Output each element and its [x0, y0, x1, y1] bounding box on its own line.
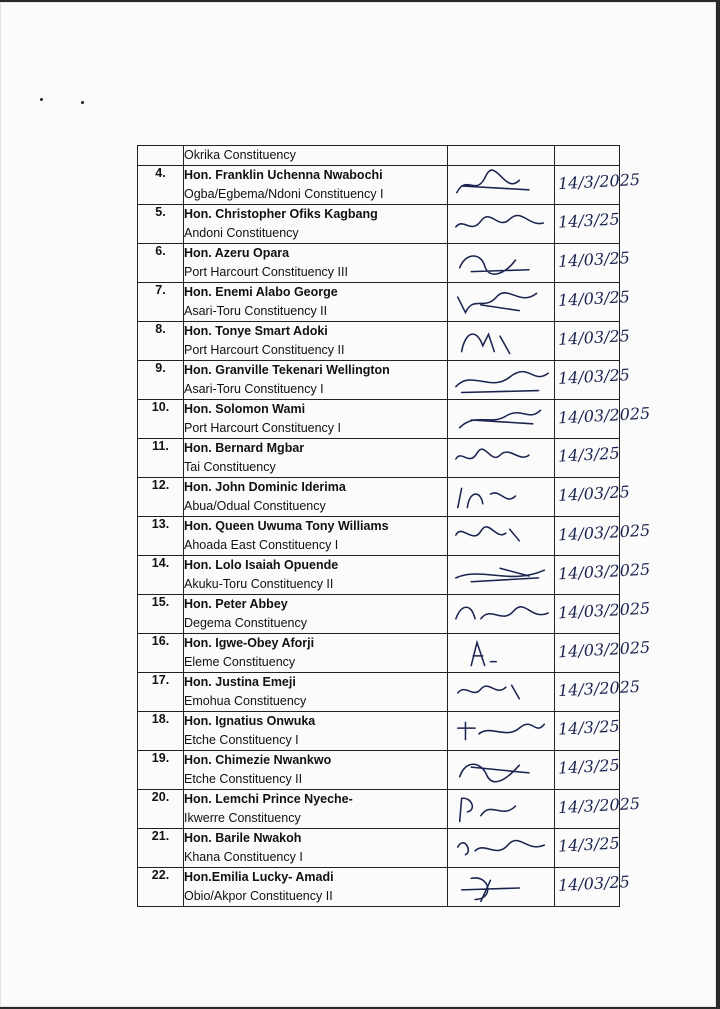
- handwritten-date: 14/3/25: [557, 209, 621, 232]
- signature-cell: [448, 400, 555, 439]
- name-cell: [184, 751, 448, 790]
- row-number: 15.: [138, 595, 184, 634]
- signature-cell: [448, 244, 555, 283]
- handwritten-date: 14/3/2025: [557, 793, 641, 818]
- handwritten-signature: [452, 441, 552, 475]
- date-cell: [555, 829, 620, 868]
- name-cell: [184, 595, 448, 634]
- handwritten-date: 14/03/2025: [557, 520, 651, 545]
- row-number: 11.: [138, 439, 184, 478]
- constituency-text: Obio/Akpor Constituency II: [184, 889, 333, 903]
- name-cell: [184, 868, 448, 907]
- constituency-text: Asari-Toru Constituency I: [184, 382, 324, 396]
- member-name: Hon. Solomon Wami: [184, 402, 306, 416]
- row-number: 8.: [138, 322, 184, 361]
- row-number: 13.: [138, 517, 184, 556]
- signature-cell: [448, 634, 555, 673]
- member-name: Hon.Emilia Lucky- Amadi: [184, 870, 334, 884]
- speck-mark: [40, 98, 43, 101]
- handwritten-date: 14/3/25: [557, 716, 621, 739]
- date-cell: [555, 868, 631, 907]
- name-cell: [184, 166, 448, 205]
- handwritten-date: 14/03/2025: [557, 637, 651, 662]
- table-row: [138, 166, 620, 205]
- name-cell: [184, 673, 448, 712]
- member-name: Hon. Chimezie Nwankwo: [184, 753, 332, 767]
- handwritten-signature: [452, 285, 552, 319]
- name-cell: [184, 790, 448, 829]
- handwritten-date: 14/03/2025: [557, 559, 651, 584]
- member-name: Hon. Queen Uwuma Tony Williams: [184, 519, 389, 533]
- constituency-text: Ahoada East Constituency I: [184, 538, 339, 552]
- constituency-text: Ikwerre Constituency: [184, 811, 301, 825]
- member-name: Hon. John Dominic Iderima: [184, 480, 346, 494]
- member-name: Hon. Ignatius Onwuka: [184, 714, 316, 728]
- date-cell: [555, 712, 620, 751]
- constituency-text: Andoni Constituency: [184, 226, 299, 240]
- date-cell: [555, 751, 620, 790]
- handwritten-signature: [452, 246, 552, 280]
- signature-cell: [448, 712, 555, 751]
- signature-cell: [448, 595, 555, 634]
- constituency-text: Abua/Odual Constituency: [184, 499, 326, 513]
- name-cell: [184, 517, 448, 556]
- date-cell: [555, 634, 651, 673]
- handwritten-date: 14/03/25: [557, 326, 631, 349]
- date-cell: [555, 205, 620, 244]
- table-row: [138, 478, 620, 517]
- member-name: Hon. Enemi Alabo George: [184, 285, 338, 299]
- signature-cell: [448, 361, 555, 400]
- row-number: 17.: [138, 673, 184, 712]
- handwritten-signature: [452, 168, 552, 202]
- handwritten-signature: [452, 753, 552, 787]
- constituency-text: Okrika Constituency: [184, 148, 296, 162]
- name-cell: [184, 556, 448, 595]
- handwritten-signature: [452, 636, 552, 670]
- member-name: Hon. Christopher Ofiks Kagbang: [184, 207, 378, 221]
- row-number: 6.: [138, 244, 184, 283]
- constituency-text: Port Harcourt Constituency I: [184, 421, 342, 435]
- row-number: 4.: [138, 166, 184, 205]
- member-name: Hon. Granville Tekenari Wellington: [184, 363, 390, 377]
- constituency-text: Ogba/Egbema/Ndoni Constituency I: [184, 187, 384, 201]
- handwritten-date: 14/3/2025: [557, 169, 641, 194]
- handwritten-signature: [452, 519, 552, 553]
- table-row: [138, 673, 620, 712]
- handwritten-signature: [452, 597, 552, 631]
- constituency-text: Emohua Constituency: [184, 694, 307, 708]
- handwritten-signature: [452, 207, 552, 241]
- signature-cell: [448, 322, 555, 361]
- table-row: [138, 829, 620, 868]
- row-number: [138, 146, 184, 166]
- constituency-text: Khana Constituency I: [184, 850, 303, 864]
- name-cell: [184, 478, 448, 517]
- table-row: [138, 146, 620, 166]
- constituency-text: Port Harcourt Constituency III: [184, 265, 348, 279]
- date-cell: [555, 244, 631, 283]
- member-name: Hon. Peter Abbey: [184, 597, 288, 611]
- signature-cell: [448, 751, 555, 790]
- table-row: [138, 595, 620, 634]
- handwritten-signature: [452, 363, 552, 397]
- date-cell: [555, 673, 641, 712]
- table-row: [138, 322, 620, 361]
- signature-table: [137, 145, 651, 907]
- name-cell: [184, 205, 448, 244]
- signature-cell: [448, 673, 555, 712]
- signature-cell: [448, 478, 555, 517]
- table-row: [138, 868, 620, 907]
- signature-cell: [448, 439, 555, 478]
- date-cell: [555, 595, 651, 634]
- handwritten-date: 14/03/25: [557, 287, 631, 310]
- row-number: 16.: [138, 634, 184, 673]
- member-name: Hon. Franklin Uchenna Nwabochi: [184, 168, 383, 182]
- name-cell: [184, 146, 448, 166]
- row-number: 19.: [138, 751, 184, 790]
- constituency-text: Degema Constituency: [184, 616, 307, 630]
- name-cell: [184, 361, 448, 400]
- member-name: Hon. Barile Nwakoh: [184, 831, 302, 845]
- date-cell: [555, 322, 631, 361]
- name-cell: [184, 634, 448, 673]
- table-row: [138, 283, 620, 322]
- row-number: 9.: [138, 361, 184, 400]
- name-cell: [184, 439, 448, 478]
- handwritten-signature: [452, 480, 552, 514]
- table-row: [138, 244, 620, 283]
- date-cell: [555, 146, 620, 166]
- signature-cell: [448, 829, 555, 868]
- handwritten-date: 14/03/25: [557, 248, 631, 271]
- handwritten-signature: [452, 675, 552, 709]
- constituency-text: Port Harcourt Constituency II: [184, 343, 345, 357]
- name-cell: [184, 829, 448, 868]
- handwritten-date: 14/3/25: [557, 833, 621, 856]
- handwritten-signature: [452, 558, 552, 592]
- handwritten-signature: [452, 831, 552, 865]
- table-row: [138, 634, 620, 673]
- table-row: [138, 556, 620, 595]
- handwritten-date: 14/03/2025: [557, 598, 651, 623]
- constituency-text: Etche Constituency I: [184, 733, 299, 747]
- row-number: 12.: [138, 478, 184, 517]
- handwritten-signature: [452, 324, 552, 358]
- name-cell: [184, 322, 448, 361]
- signature-cell: [448, 556, 555, 595]
- signature-cell: [448, 205, 555, 244]
- handwritten-date: 14/3/2025: [557, 676, 641, 701]
- member-name: Hon. Azeru Opara: [184, 246, 290, 260]
- handwritten-signature: [452, 870, 552, 904]
- row-number: 7.: [138, 283, 184, 322]
- member-name: Hon. Lolo Isaiah Opuende: [184, 558, 339, 572]
- handwritten-date: 14/03/25: [557, 365, 631, 388]
- date-cell: [555, 361, 631, 400]
- name-cell: [184, 244, 448, 283]
- member-name: Hon. Bernard Mgbar: [184, 441, 305, 455]
- name-cell: [184, 712, 448, 751]
- member-name: Hon. Igwe-Obey Aforji: [184, 636, 315, 650]
- row-number: 22.: [138, 868, 184, 907]
- date-cell: [555, 439, 620, 478]
- row-number: 10.: [138, 400, 184, 439]
- table-row: [138, 361, 620, 400]
- handwritten-date: 14/03/25: [557, 482, 631, 505]
- date-cell: [555, 478, 631, 517]
- date-cell: [555, 166, 641, 205]
- table-row: [138, 439, 620, 478]
- constituency-text: Asari-Toru Constituency II: [184, 304, 328, 318]
- member-name: Hon. Tonye Smart Adoki: [184, 324, 328, 338]
- date-cell: [555, 283, 631, 322]
- row-number: 20.: [138, 790, 184, 829]
- handwritten-date: 14/3/25: [557, 755, 621, 778]
- handwritten-date: 14/03/2025: [557, 403, 651, 428]
- row-number: 21.: [138, 829, 184, 868]
- handwritten-signature: [452, 792, 552, 826]
- signature-cell: [448, 166, 555, 205]
- member-name: Hon. Justina Emeji: [184, 675, 296, 689]
- table-row: [138, 712, 620, 751]
- date-cell: [555, 790, 641, 829]
- document-page: [0, 2, 716, 1007]
- date-cell: [555, 556, 651, 595]
- row-number: 5.: [138, 205, 184, 244]
- signature-cell: [448, 146, 555, 166]
- date-cell: [555, 400, 651, 439]
- handwritten-signature: [452, 714, 552, 748]
- signature-cell: [448, 283, 555, 322]
- constituency-text: Tai Constituency: [184, 460, 276, 474]
- table-row: [138, 400, 620, 439]
- constituency-text: Akuku-Toru Constituency II: [184, 577, 334, 591]
- signature-cell: [448, 517, 555, 556]
- name-cell: [184, 400, 448, 439]
- table-row: [138, 790, 620, 829]
- table-row: [138, 751, 620, 790]
- member-name: Hon. Lemchi Prince Nyeche-: [184, 792, 353, 806]
- table-row: [138, 205, 620, 244]
- constituency-text: Eleme Constituency: [184, 655, 296, 669]
- constituency-text: Etche Constituency II: [184, 772, 303, 786]
- date-cell: [555, 517, 651, 556]
- handwritten-date: 14/03/25: [557, 872, 631, 895]
- speck-mark: [81, 101, 84, 104]
- signature-cell: [448, 790, 555, 829]
- row-number: 18.: [138, 712, 184, 751]
- signature-cell: [448, 868, 555, 907]
- handwritten-date: 14/3/25: [557, 443, 621, 466]
- row-number: 14.: [138, 556, 184, 595]
- handwritten-signature: [452, 402, 552, 436]
- table-row: [138, 517, 620, 556]
- name-cell: [184, 283, 448, 322]
